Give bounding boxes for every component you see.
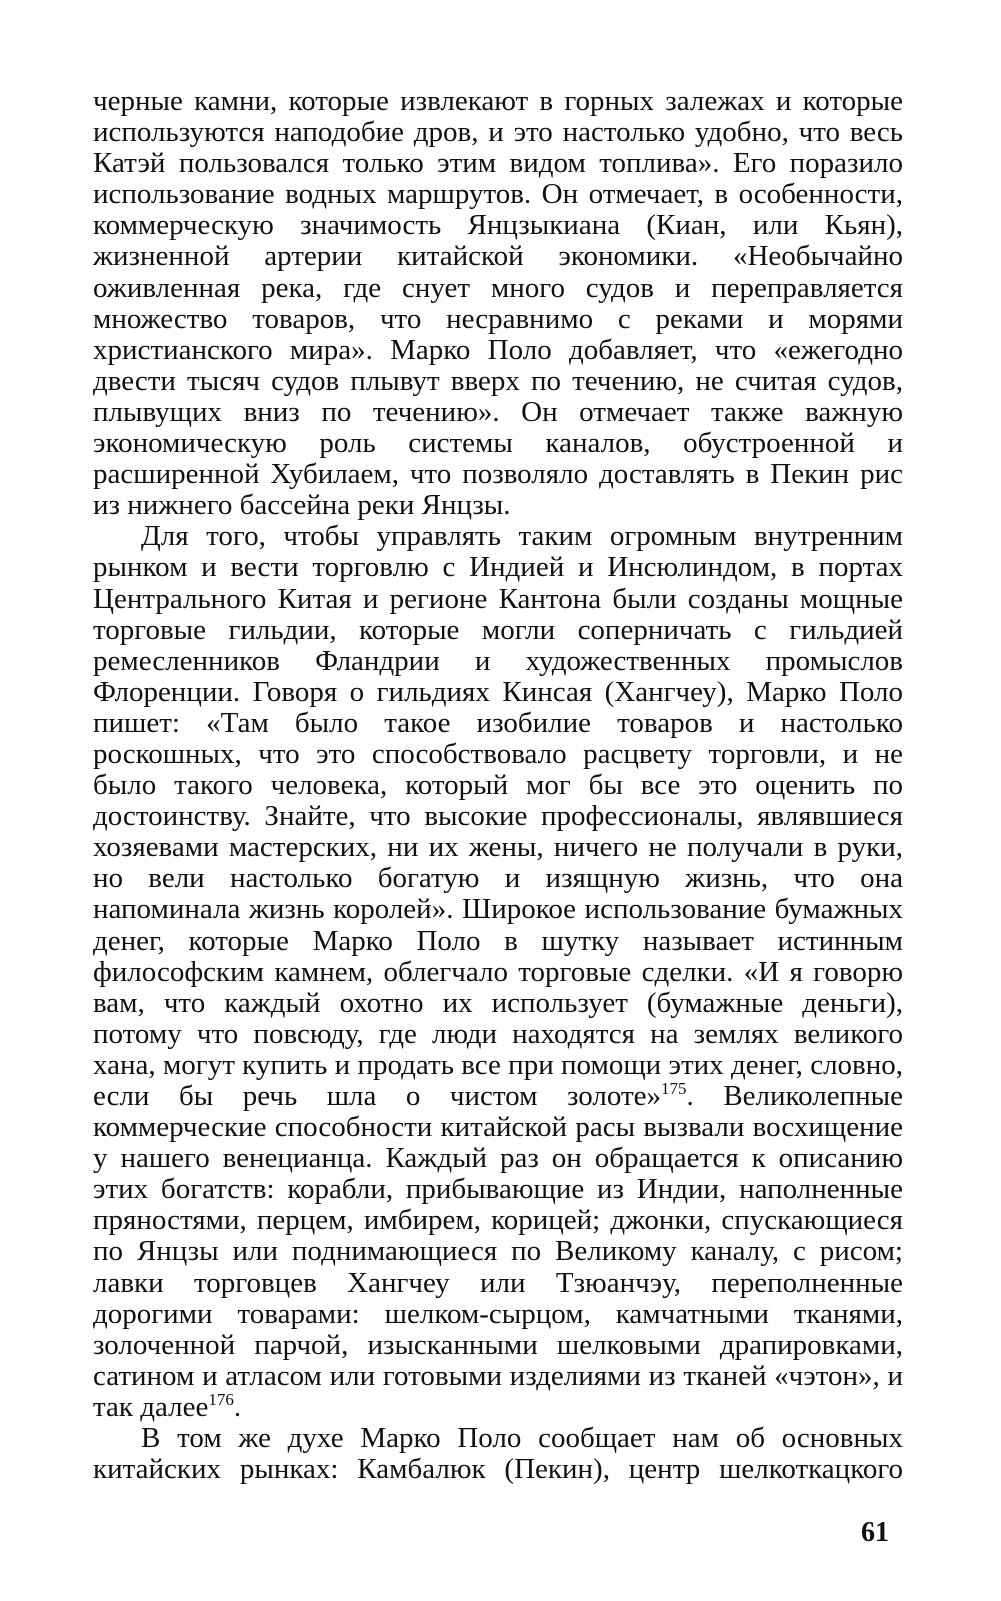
page-number: 61 [861,1517,889,1548]
paragraph-1 [93,86,903,521]
footnote-ref-175: 175 [661,1079,687,1098]
paragraph-2-text-a: Для того, чтобы управлять таким огромным внутренним рынком и вести торговлю с Индией и Инсюлиндом, в портах Центрального Китая и регионе Кантона были созданы мощные торговые гильдии, которые могли соперничать с гильдией ремесленников Фландрии и художественных промыслов Флоренции. Говоря о гильдиях Кинсая (Хангчеу), Марко Поло пишет: «Там было такое изобилие товаров и настолько роскошных, что это способствовало расцвету торговли, и не было такого человека, который мог бы все это оценить по достоинству. Знайте, что высокие профессионалы, являвшиеся хозяевами мастерских, ни их жены, ничего не получали в руки, но вели настолько богатую и изящную жизнь, что она напоминала жизнь королей». Широкое использование бумажных денег, которые Марко Поло в шутку называет истинным философским камнем, облегчало торговые сделки. «И я говорю вам, что каждый охотно их использует (бумажные деньги), потому что повсюду, где люди находятся на землях великого хана, могут купить и продать все при помощи этих денег, словно, если бы речь шла о чистом золоте» [93,520,903,1112]
body-text [93,86,903,1485]
paragraph-1-text: черные камни, которые извлекают в горных залежах и которые используются наподобие дров, и это настолько удобно, что весь Катэй пользовался только этим видом топлива». Его поразило использование водных маршрутов. Он отмечает, в особенности, коммерческую значимость Янцзыкиана (Киан, или Кьян), жизненной артерии китайской экономики. «Необычайно оживленная река, где снует много судов и переправляется множество товаров, что несравнимо с реками и морями христианского мира». Марко Поло добавляет, что «ежегодно двести тысяч судов плывут вверх по течению, не считая судов, плывущих вниз по течению». Он отмечает также важную экономическую роль системы каналов, обустроенной и расширенной Хубилаем, что позволяло доставлять в Пекин рис из нижнего бассейна реки Янцзы. [93,85,903,522]
paragraph-2 [93,521,903,1423]
paragraph-2-text-c: . [233,1390,242,1423]
paragraph-3-text: В том же духе Марко Поло сообщает нам об основных китайских рынках: Камбалюк (Пекин), центр шелкоткацкого [93,1422,903,1486]
paragraph-2-text-b: . Великолепные коммерческие способности китайской расы вызвали восхищение у нашего венецианца. Каждый раз он обращается к описанию этих богатств: корабли, прибывающие из Индии, наполненные пряностями, перцем, имбирем, корицей; джонки, спускающиеся по Янцзы или поднимающиеся по Великому каналу, с рисом; лавки торговцев Хангчеу или Тзюанчэу, переполненные дорогими товарами: шелком-сырцом, камчатными тканями, золоченной парчой, изысканными шелковыми драпировками, сатином и атласом или готовыми изделиями из тканей «чэтон», и так далее [93,1080,903,1423]
footnote-ref-176: 176 [208,1389,234,1409]
paragraph-3 [93,1423,903,1485]
